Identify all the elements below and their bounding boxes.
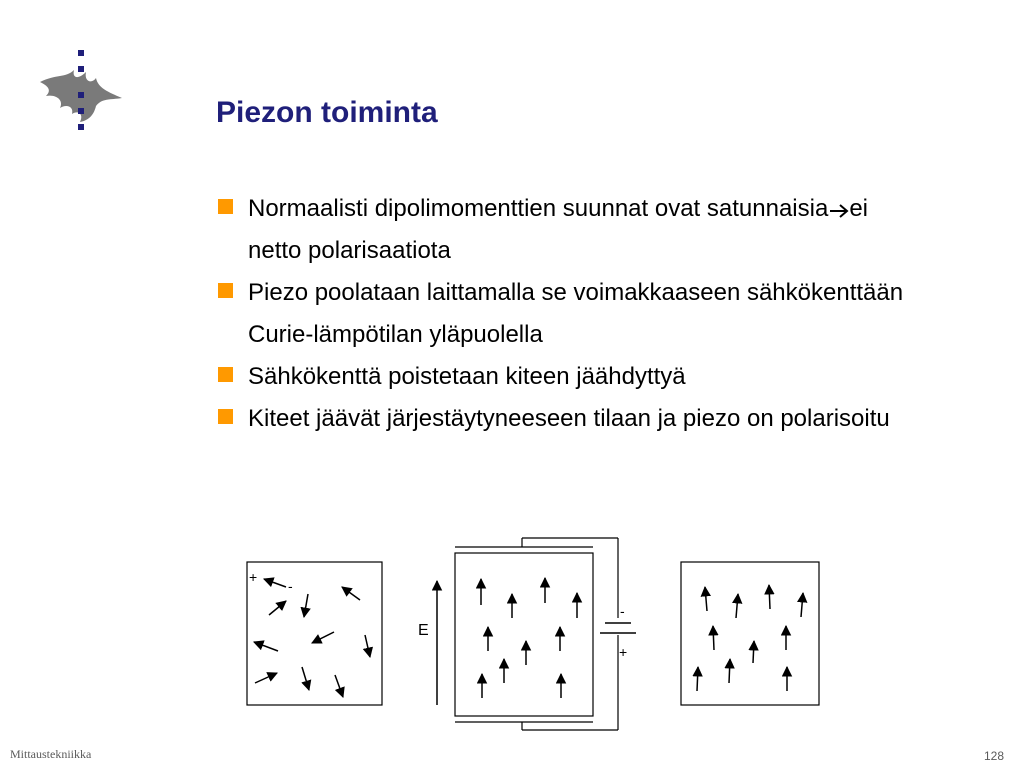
dipole-plus-label: + — [249, 569, 258, 585]
poling-diagram — [240, 535, 840, 745]
bullet-item — [218, 188, 918, 272]
bullet-text: ei netto polarisaatiota — [248, 195, 868, 264]
bullet-text: Normaalisti dipolimomenttien suunnat ovat satunnaisia — [248, 195, 829, 222]
poling-box — [455, 553, 593, 716]
dipole-arrow — [729, 659, 730, 683]
battery-minus-label: - — [620, 603, 625, 619]
orange-square-icon — [218, 409, 233, 424]
dipole-minus-label: - — [288, 578, 293, 594]
dipole-arrow — [365, 635, 370, 657]
page-number: 128 — [983, 749, 1004, 763]
dipole-arrow — [304, 594, 308, 617]
dipole-arrow — [713, 626, 714, 650]
aligned-dipole-arrows-poling — [481, 578, 577, 698]
aligned-dipole-arrows-polarized — [697, 585, 803, 691]
bullet-item — [218, 356, 918, 398]
dipole-arrow — [705, 587, 707, 611]
footer-course-name: Mittaustekniikka — [10, 747, 92, 761]
dipole-arrow — [801, 593, 803, 617]
dipole-arrow — [269, 601, 286, 615]
bullet-item — [218, 398, 918, 440]
bullet-item — [218, 272, 918, 356]
dipole-arrow — [264, 579, 286, 587]
dipole-arrow — [342, 587, 360, 600]
battery-plus-label: + — [619, 644, 628, 660]
dipole-arrow — [769, 585, 770, 609]
field-label: E — [418, 622, 429, 639]
dipole-arrow — [312, 632, 334, 643]
bullet-text: Kiteet jäävät järjestäytyneeseen tilaan ja piezo on polarisoitu — [248, 405, 890, 432]
dipole-arrow — [753, 641, 754, 663]
bullet-list — [218, 188, 918, 440]
random-dipoles-box — [247, 562, 382, 705]
dipole-arrow — [254, 642, 278, 651]
flame-logo-icon — [36, 48, 126, 138]
bullet-text: Piezo poolataan laittamalla se voimakkaaseen sähkökenttään Curie-lämpötilan yläpuolella — [248, 279, 904, 348]
dipole-arrow — [302, 667, 309, 690]
orange-square-icon — [218, 283, 233, 298]
right-arrow-icon — [829, 203, 849, 219]
dipole-arrow — [697, 667, 698, 691]
random-dipole-arrows — [254, 579, 370, 697]
bullet-text: Sähkökenttä poistetaan kiteen jäähdyttyä — [248, 363, 686, 390]
polarized-box — [681, 562, 819, 705]
orange-square-icon — [218, 367, 233, 382]
dipole-arrow — [335, 675, 343, 697]
dipole-arrow — [736, 594, 738, 618]
slide-title: Piezon toiminta — [216, 96, 438, 129]
dipole-arrow — [255, 673, 277, 683]
orange-square-icon — [218, 199, 233, 214]
